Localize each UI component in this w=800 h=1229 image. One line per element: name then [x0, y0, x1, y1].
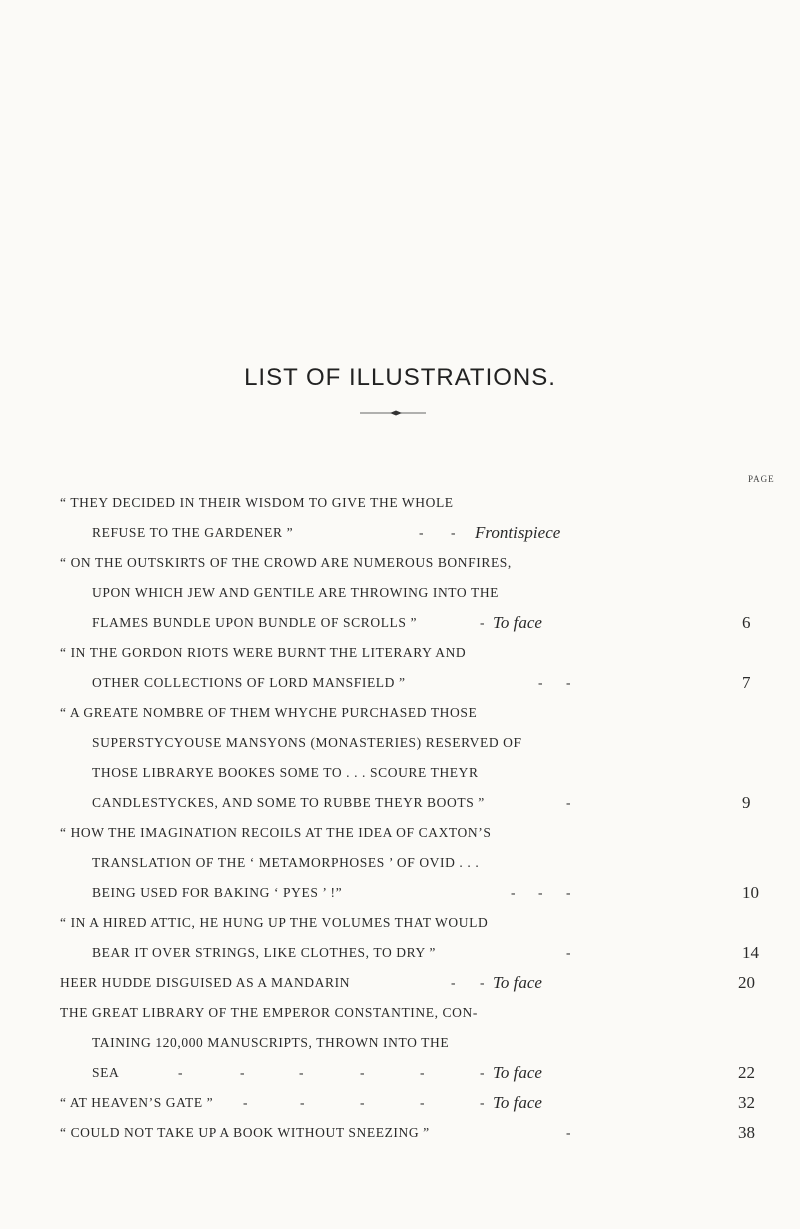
entry-line: CANDLESTYCKES, AND SOME TO RUBBE THEYR BOOTS ” - 9 — [0, 788, 800, 818]
entry-line: OTHER COLLECTIONS OF LORD MANSFIELD ” - - 7 — [0, 668, 800, 698]
entry-page-number: 14 — [742, 943, 759, 962]
entry-line: TRANSLATION OF THE ‘ METAMORPHOSES ’ OF OVID . . . — [92, 855, 480, 870]
entry-line: BEING USED FOR BAKING ‘ PYES ’ !” - - - 10 — [0, 878, 800, 908]
entry-line: REFUSE TO THE GARDENER ” - - Frontispiece — [0, 518, 800, 548]
entry-line: THE GREAT LIBRARY OF THE EMPEROR CONSTANTINE, CON- — [60, 1005, 478, 1020]
entry-line: SEA - - - - - - To face 22 — [0, 1058, 800, 1088]
entry-line: “ HOW THE IMAGINATION RECOILS AT THE IDEA OF CAXTON’S — [60, 825, 492, 840]
entry-caption: To face — [493, 613, 542, 632]
page-title: LIST OF ILLUSTRATIONS. — [244, 364, 556, 391]
ornament-divider — [360, 410, 426, 416]
entry-page-number: 9 — [742, 793, 751, 812]
entry-page-number: 32 — [738, 1093, 755, 1112]
entry-line: BEAR IT OVER STRINGS, LIKE CLOTHES, TO DRY ” - 14 — [0, 938, 800, 968]
entry-line: THOSE LIBRARYE BOOKES SOME TO . . . SCOURE THEYR — [92, 765, 479, 780]
entry-caption: To face — [493, 1063, 542, 1082]
entry-page-number: 38 — [738, 1123, 755, 1142]
entry-line: “ THEY DECIDED IN THEIR WISDOM TO GIVE THE WHOLE — [60, 495, 454, 510]
page-column-label: PAGE — [748, 474, 775, 484]
entry-page-number: 7 — [742, 673, 751, 692]
entry-caption: To face — [493, 973, 542, 992]
entry-line: FLAMES BUNDLE UPON BUNDLE OF SCROLLS ” - To face 6 — [0, 608, 800, 638]
entry-page-number: 20 — [738, 973, 755, 992]
entry-line: “ COULD NOT TAKE UP A BOOK WITHOUT SNEEZING ” - 38 — [0, 1118, 800, 1148]
entry-page-number: 22 — [738, 1063, 755, 1082]
entry-page-number: 6 — [742, 613, 751, 632]
entry-line: “ A GREATE NOMBRE OF THEM WHYCHE PURCHASED THOSE — [60, 705, 478, 720]
entry-line: UPON WHICH JEW AND GENTILE ARE THROWING INTO THE — [92, 585, 500, 600]
entry-line: “ AT HEAVEN’S GATE ” - - - - - To face 32 — [0, 1088, 800, 1118]
entry-line: “ ON THE OUTSKIRTS OF THE CROWD ARE NUMEROUS BONFIRES, — [60, 555, 512, 570]
entry-line: “ IN A HIRED ATTIC, HE HUNG UP THE VOLUMES THAT WOULD — [60, 915, 489, 930]
entry-line: TAINING 120,000 MANUSCRIPTS, THROWN INTO THE — [92, 1035, 450, 1050]
entry-line: HEER HUDDE DISGUISED AS A MANDARIN - - To face 20 — [0, 968, 800, 998]
entry-line: “ IN THE GORDON RIOTS WERE BURNT THE LITERARY AND — [60, 645, 467, 660]
entry-caption: To face — [493, 1093, 542, 1112]
entry-caption: Frontispiece — [475, 523, 561, 542]
entry-page-number: 10 — [742, 883, 759, 902]
entry-line: SUPERSTYCYOUSE MANSYONS (MONASTERIES) RESERVED OF — [92, 735, 522, 750]
